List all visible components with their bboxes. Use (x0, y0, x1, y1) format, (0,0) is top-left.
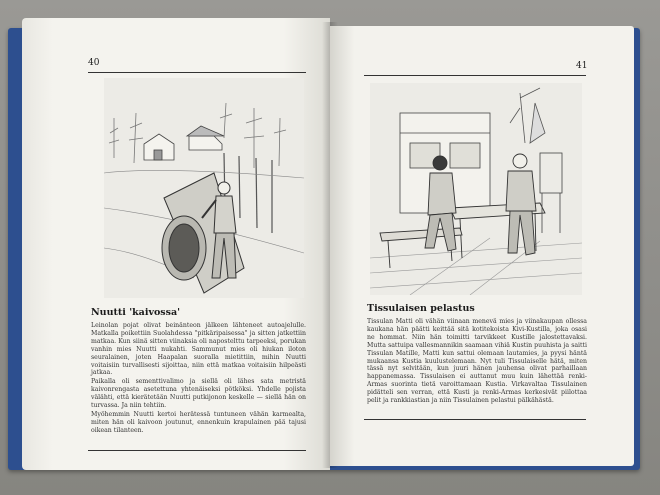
sketch-drawing (370, 83, 582, 295)
page-number-right: 41 (576, 61, 588, 71)
page-number-left: 40 (88, 58, 100, 68)
bottom-rule-right (364, 419, 586, 420)
paragraph: Myöhemmin Nuutti kertoi herätessä tuntuneen vähän karmealta, miten hän oli kaivoon joutunut, ennenkuin krapulainen pää tajusi oikean tilanteen. (91, 410, 306, 434)
paragraph: Paikalla oli sementtivalimo ja siellä oli lähes sata metristä kaivonrengasta asetettuna yhtenäiseksi pötköksi. Yhdelle pojista välähti, että kierätetään Nuutti putkijonon keskelle — siellä hän on turvassa. Ja niin tehtiin. (91, 378, 306, 410)
right-page (330, 26, 634, 466)
story-heading-left: Nuutti 'kaivossa' (91, 307, 181, 318)
illustration-pipe-rescue (104, 78, 304, 298)
paragraph: Leinolan pojat olivat beinänteon jälkeen lähteneet autoajelulle. Matkalla poikettiin Suolahdessa "pitkäripaisessa" ja sitten jatkettiin matkaa. Kun siinä sitten viinaksia oli napostelttu tarpeeksi, porukan vanhin mies Nuutti nukahti. Sammunut mies oli hiukan iloton seuralainen, joten Haapalan suoralla mietittiin, mihin Nuutti voitaisiin turvallisesti sijoittaa, niin että matkaa voitaisiin hilpeästi jatkaa. (91, 322, 306, 377)
sketch-drawing (104, 78, 304, 298)
story-body-right (367, 318, 587, 406)
illustration-kitchen-scene (370, 83, 582, 295)
left-page (22, 18, 330, 470)
paragraph: Tissulan Matti oli vähän viinaan menevä mies ja viinakaupan ollessa kaukana hän päätti keittää sitä kotitekoista Kivi-Kustilla, joka osasi ne hommat. Niin hän toimitti tarvikkeet Kustille jalostettavaksi. Mutta sattuipa vallesmannikin saamaan vihiä Kustin puuhista ja saitti Tissulan Matille, Matti kun sattui olemaan lautamies, ja pyysi häntä mukaansa Kustia kuulustelemaan. Nyt tuli Tissulaiselle hätä, miten tässä nyt selvitään, kun juuri hänen jauhensa olivat parhaillaan happanemassa. Tissulaisen ei auttanut muu kuin lähettää renki-Armas suorinta tietä varoittamaan Kustia. Virkavaltaa Tissulainen pidätteli sen verran, että Kusti ja renki-Armas kerkesivät piilottaa pelit ja rankkiastian ja niin Tissulainen pelastui pälkähästä. (367, 318, 587, 405)
bottom-rule-left (88, 450, 306, 451)
top-rule-left (88, 72, 306, 73)
story-body-left (91, 322, 306, 436)
top-rule-right (364, 75, 586, 76)
story-heading-right: Tissulaisen pelastus (367, 303, 475, 314)
